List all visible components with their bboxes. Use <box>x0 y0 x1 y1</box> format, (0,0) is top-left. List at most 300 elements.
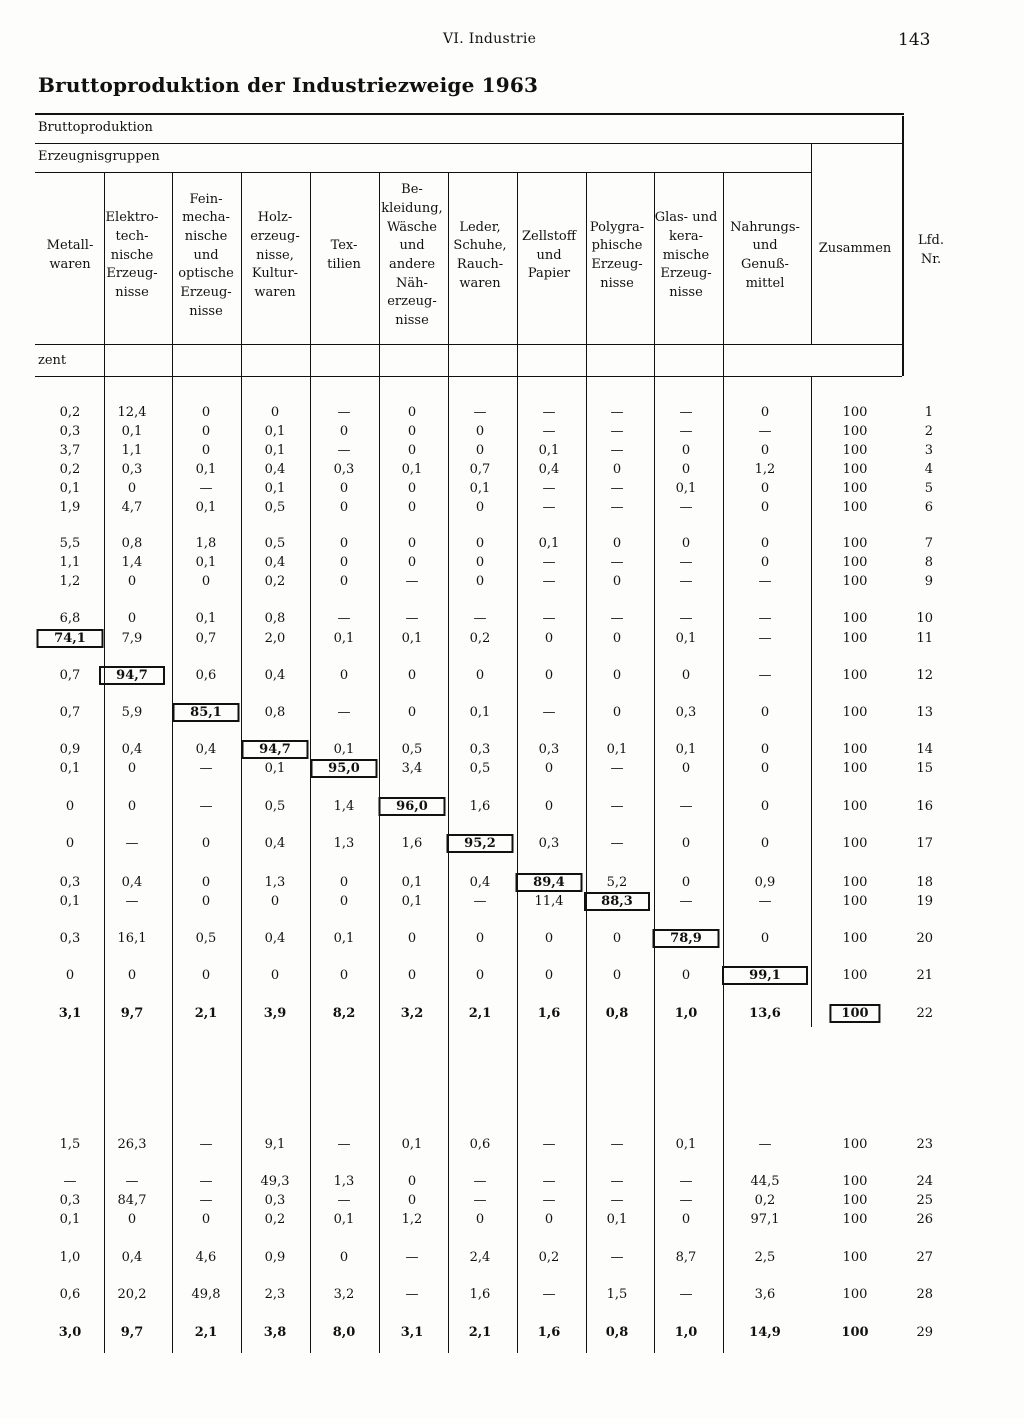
table-cell: — <box>610 1174 624 1189</box>
table-cell: — <box>610 761 624 776</box>
table-cell: — <box>679 1174 693 1189</box>
row-number: 24 <box>916 1174 933 1189</box>
table-cell: 0 <box>407 668 417 683</box>
table-cell: — <box>542 481 556 496</box>
row-number: 23 <box>916 1137 933 1152</box>
table-cell: 4,7 <box>121 500 143 515</box>
table-cell: 0,5 <box>264 799 286 814</box>
table-cell: 0 <box>270 894 280 909</box>
table-cell: 26,3 <box>117 1137 147 1152</box>
row-number: 5 <box>924 481 933 496</box>
table-cell: 1,6 <box>401 836 423 851</box>
table-cell: 6,8 <box>59 611 81 626</box>
table-cell: 85,1 <box>173 703 240 722</box>
table-cell: — <box>610 424 624 439</box>
row-number: 8 <box>924 555 933 570</box>
table-cell: 0 <box>612 668 622 683</box>
table-cell: 0 <box>612 968 622 983</box>
table-cell: 100 <box>841 1325 869 1340</box>
table-cell: — <box>610 1137 624 1152</box>
table-cell: 0 <box>270 405 280 420</box>
table-cell: — <box>610 1193 624 1208</box>
row-number: 6 <box>924 500 933 515</box>
table-cell: 0,4 <box>264 462 286 477</box>
table-cell: 1,6 <box>537 1325 561 1340</box>
table-cell: 0 <box>612 931 622 946</box>
table-cell: 0 <box>339 968 349 983</box>
table-cell: — <box>337 405 351 420</box>
table-cell: — <box>610 611 624 626</box>
column-rule <box>811 377 812 1027</box>
row-number: 11 <box>916 631 933 646</box>
table-cell: — <box>473 894 487 909</box>
table-cell: 0 <box>407 1193 417 1208</box>
table-cell: 74,1 <box>37 629 104 648</box>
page-number: 143 <box>898 30 931 50</box>
table-cell: — <box>473 1174 487 1189</box>
table-cell: 0,4 <box>264 555 286 570</box>
table-cell: — <box>542 574 556 589</box>
table-cell: — <box>405 611 419 626</box>
table-cell: — <box>679 611 693 626</box>
column-header: Fein- mecha- nische und optische Erzeug- nisse <box>178 191 234 319</box>
table-cell: 100 <box>842 611 868 626</box>
table-cell: 2,0 <box>264 631 286 646</box>
table-cell: — <box>337 611 351 626</box>
table-cell: 0 <box>201 894 211 909</box>
table-cell: 0,1 <box>606 742 628 757</box>
table-cell: — <box>679 1287 693 1302</box>
table-cell: 0 <box>127 761 137 776</box>
table-cell: 0,2 <box>59 462 81 477</box>
table-cell: 2,5 <box>754 1250 776 1265</box>
table-cell: 0,4 <box>264 668 286 683</box>
table-cell: 88,3 <box>584 892 650 911</box>
table-cell: 1,8 <box>195 536 217 551</box>
table-cell: 1,4 <box>121 555 143 570</box>
table-cell: 0 <box>201 968 211 983</box>
table-cell: 100 <box>842 968 868 983</box>
table-cell: 100 <box>842 1193 868 1208</box>
table-cell: 0 <box>544 968 554 983</box>
table-top-rule <box>35 113 904 115</box>
table-cell: 13,6 <box>749 1006 781 1021</box>
table-cell: — <box>125 836 139 851</box>
table-cell: 3,4 <box>401 761 423 776</box>
table-cell: 0 <box>407 705 417 720</box>
table-cell: 0 <box>407 481 417 496</box>
table-cell: 0,1 <box>606 1212 628 1227</box>
table-cell: 0,1 <box>469 481 491 496</box>
column-rule <box>654 173 655 1353</box>
table-cell: 100 <box>842 1250 868 1265</box>
table-cell: 0,7 <box>59 705 81 720</box>
table-cell: 100 <box>842 536 868 551</box>
column-header: Polygra- phische Erzeug- nisse <box>589 219 645 291</box>
table-cell: 0 <box>475 668 485 683</box>
table-cell: — <box>337 1137 351 1152</box>
table-cell: 1,3 <box>333 1174 355 1189</box>
table-cell: 99,1 <box>722 966 808 985</box>
table-cell: — <box>199 799 213 814</box>
table-cell: — <box>199 1174 213 1189</box>
table-cell: 0 <box>760 555 770 570</box>
table-cell: — <box>473 405 487 420</box>
table-cell: 100 <box>842 1287 868 1302</box>
table-cell: 100 <box>842 875 868 890</box>
table-cell: 0,1 <box>59 1212 81 1227</box>
table-cell: 0,3 <box>59 1193 81 1208</box>
column-header: Nahrungs- und Genuß- mittel <box>730 219 800 291</box>
table-cell: 0 <box>270 968 280 983</box>
rule-zusammen-left <box>811 144 812 344</box>
table-cell: 0 <box>681 443 691 458</box>
table-cell: — <box>758 574 772 589</box>
table-cell: 0 <box>544 668 554 683</box>
table-cell: 0 <box>544 1212 554 1227</box>
table-cell: 100 <box>842 836 868 851</box>
table-cell: 0,4 <box>264 931 286 946</box>
table-cell: 0,2 <box>538 1250 560 1265</box>
table-cell: 3,1 <box>58 1006 82 1021</box>
table-cell: 1,6 <box>469 1287 491 1302</box>
table-cell: 1,1 <box>59 555 81 570</box>
table-cell: 0 <box>201 424 211 439</box>
table-cell: 100 <box>829 1004 880 1023</box>
row-number: 12 <box>916 668 933 683</box>
table-cell: 0,2 <box>59 405 81 420</box>
table-cell: 0,3 <box>333 462 355 477</box>
group-header: Erzeugnisgruppen <box>38 149 160 164</box>
row-number: 14 <box>916 742 933 757</box>
table-cell: 0 <box>407 424 417 439</box>
table-cell: 0,1 <box>675 481 697 496</box>
table-cell: 0 <box>127 481 137 496</box>
row-number: 10 <box>916 611 933 626</box>
table-cell: 49,3 <box>260 1174 290 1189</box>
column-rule <box>379 173 380 1353</box>
table-cell: 0,8 <box>605 1325 629 1340</box>
table-cell: — <box>758 668 772 683</box>
table-cell: — <box>679 799 693 814</box>
table-cell: 100 <box>842 1174 868 1189</box>
table-cell: 0,1 <box>59 761 81 776</box>
row-number: 21 <box>916 968 933 983</box>
table-cell: 0 <box>339 1250 349 1265</box>
column-header: Leder, Schuhe, Rauch- waren <box>453 219 507 291</box>
row-number: 16 <box>916 799 933 814</box>
table-cell: 100 <box>842 931 868 946</box>
table-cell: 0,6 <box>469 1137 491 1152</box>
column-header: Zellstoff und Papier <box>522 228 576 282</box>
table-cell: 0 <box>681 875 691 890</box>
table-cell: 0 <box>407 555 417 570</box>
table-cell: 0,2 <box>264 1212 286 1227</box>
table-cell: 0 <box>201 405 211 420</box>
table-cell: — <box>610 481 624 496</box>
table-cell: 3,9 <box>263 1006 287 1021</box>
table-cell: 0 <box>201 836 211 851</box>
table-cell: — <box>610 1250 624 1265</box>
table-cell: 0,1 <box>195 462 217 477</box>
table-cell: 100 <box>842 462 868 477</box>
table-cell: 0,3 <box>59 875 81 890</box>
rule-group-header <box>35 172 812 173</box>
table-cell: 0 <box>127 799 137 814</box>
table-cell: — <box>337 705 351 720</box>
table-cell: 8,7 <box>675 1250 697 1265</box>
table-cell: 0,1 <box>333 631 355 646</box>
table-cell: 0,4 <box>121 875 143 890</box>
table-cell: 49,8 <box>191 1287 221 1302</box>
table-cell: 2,1 <box>468 1325 492 1340</box>
table-cell: 0,1 <box>538 443 560 458</box>
table-cell: — <box>758 611 772 626</box>
table-cell: 1,2 <box>754 462 776 477</box>
table-cell: 9,7 <box>120 1006 144 1021</box>
table-cell: 0,1 <box>538 536 560 551</box>
table-cell: 0 <box>544 761 554 776</box>
row-number: 9 <box>924 574 933 589</box>
table-cell: 100 <box>842 500 868 515</box>
table-cell: 3,2 <box>400 1006 424 1021</box>
table-cell: 0,4 <box>195 742 217 757</box>
table-cell: 1,3 <box>333 836 355 851</box>
table-cell: 0 <box>760 761 770 776</box>
table-cell: 8,0 <box>332 1325 356 1340</box>
rule-super-header <box>35 143 902 144</box>
table-cell: 0,1 <box>401 462 423 477</box>
table-cell: 0,1 <box>401 894 423 909</box>
table-cell: 1,2 <box>401 1212 423 1227</box>
table-cell: 100 <box>842 405 868 420</box>
table-cell: 0,2 <box>754 1193 776 1208</box>
table-cell: — <box>199 481 213 496</box>
table-cell: 0 <box>201 574 211 589</box>
table-cell: 0,1 <box>264 761 286 776</box>
table-cell: 0 <box>475 1212 485 1227</box>
table-cell: 0 <box>475 536 485 551</box>
table-cell: 0,1 <box>121 424 143 439</box>
table-cell: 0,4 <box>538 462 560 477</box>
table-cell: 0,3 <box>121 462 143 477</box>
table-cell: 1,0 <box>674 1325 698 1340</box>
table-cell: 0 <box>339 536 349 551</box>
table-cell: 100 <box>842 799 868 814</box>
table-cell: 0,9 <box>754 875 776 890</box>
table-cell: 0,8 <box>605 1006 629 1021</box>
table-cell: 16,1 <box>117 931 147 946</box>
table-cell: 84,7 <box>117 1193 147 1208</box>
column-rule <box>517 173 518 1353</box>
row-number: 1 <box>924 405 933 420</box>
table-cell: 0,5 <box>195 931 217 946</box>
table-cell: 3,0 <box>58 1325 82 1340</box>
table-cell: — <box>679 1193 693 1208</box>
table-cell: 100 <box>842 668 868 683</box>
table-cell: 3,2 <box>333 1287 355 1302</box>
table-cell: 0 <box>339 574 349 589</box>
table-cell: 0 <box>544 799 554 814</box>
table-cell: 100 <box>842 424 868 439</box>
table-cell: 0 <box>681 836 691 851</box>
table-cell: 0 <box>65 799 75 814</box>
table-cell: 100 <box>842 481 868 496</box>
table-cell: 0,1 <box>333 1212 355 1227</box>
table-cell: 0 <box>127 611 137 626</box>
table-cell: 0 <box>407 405 417 420</box>
table-cell: 0 <box>475 574 485 589</box>
table-cell: 11,4 <box>534 894 564 909</box>
table-cell: 0,7 <box>195 631 217 646</box>
table-cell: 100 <box>842 705 868 720</box>
table-cell: 0 <box>681 668 691 683</box>
row-number: 25 <box>916 1193 933 1208</box>
table-cell: 100 <box>842 574 868 589</box>
column-rule <box>723 173 724 1353</box>
table-cell: 94,7 <box>99 666 165 685</box>
rule-unit-bottom <box>35 376 902 377</box>
table-cell: 1,4 <box>333 799 355 814</box>
table-cell: 0 <box>681 968 691 983</box>
table-cell: 0 <box>475 424 485 439</box>
table-cell: 8,2 <box>332 1006 356 1021</box>
table-cell: 0 <box>760 443 770 458</box>
table-cell: 0 <box>760 705 770 720</box>
column-header: Lfd. Nr. <box>918 233 944 267</box>
table-cell: — <box>337 1193 351 1208</box>
table-cell: 0 <box>339 424 349 439</box>
table-cell: 0,9 <box>59 742 81 757</box>
row-number: 18 <box>916 875 933 890</box>
table-cell: 0,8 <box>264 705 286 720</box>
table-cell: 0 <box>760 931 770 946</box>
table-cell: — <box>610 500 624 515</box>
column-header: Holz- erzeug- nisse, Kultur- waren <box>250 210 300 301</box>
table-cell: 0,3 <box>264 1193 286 1208</box>
table-cell: 14,9 <box>749 1325 781 1340</box>
table-cell: 100 <box>842 1212 868 1227</box>
table-cell: 0 <box>407 968 417 983</box>
table-cell: 0 <box>339 894 349 909</box>
table-cell: 0,3 <box>538 836 560 851</box>
table-cell: 0,1 <box>195 500 217 515</box>
table-cell: — <box>337 443 351 458</box>
table-cell: 94,7 <box>242 740 309 759</box>
table-cell: 0,1 <box>401 875 423 890</box>
table-cell: 2,1 <box>468 1006 492 1021</box>
table-cell: — <box>679 894 693 909</box>
table-cell: 44,5 <box>750 1174 780 1189</box>
table-cell: 0 <box>475 555 485 570</box>
table-cell: 100 <box>842 894 868 909</box>
unit-label: zent <box>38 353 67 368</box>
table-cell: 0 <box>681 1212 691 1227</box>
table-cell: — <box>610 836 624 851</box>
table-cell: 0 <box>475 500 485 515</box>
table-cell: 0 <box>681 462 691 477</box>
table-cell: 1,5 <box>59 1137 81 1152</box>
table-cell: 0 <box>612 574 622 589</box>
column-rule <box>172 173 173 1353</box>
table-cell: 100 <box>842 742 868 757</box>
table-cell: 0 <box>760 481 770 496</box>
row-number: 15 <box>916 761 933 776</box>
table-cell: 0,1 <box>675 631 697 646</box>
table-cell: 0,2 <box>469 631 491 646</box>
table-cell: 1,2 <box>59 574 81 589</box>
table-cell: 1,9 <box>59 500 81 515</box>
table-cell: 1,0 <box>59 1250 81 1265</box>
running-title: VI. Industrie <box>443 31 537 47</box>
table-cell: 7,9 <box>121 631 143 646</box>
table-cell: — <box>758 894 772 909</box>
table-cell: 0 <box>339 500 349 515</box>
table-cell: 0,1 <box>333 931 355 946</box>
table-cell: 0,7 <box>469 462 491 477</box>
table-cell: 0,5 <box>401 742 423 757</box>
table-cell: 100 <box>842 555 868 570</box>
table-cell: 0,2 <box>264 574 286 589</box>
table-cell: — <box>199 761 213 776</box>
table-cell: — <box>542 500 556 515</box>
table-cell: 20,2 <box>117 1287 147 1302</box>
table-cell: — <box>63 1174 77 1189</box>
table-cell: — <box>679 424 693 439</box>
table-cell: 0,1 <box>264 424 286 439</box>
table-cell: — <box>199 1193 213 1208</box>
table-cell: — <box>610 405 624 420</box>
table-cell: 0 <box>339 875 349 890</box>
table-cell: — <box>542 1287 556 1302</box>
table-cell: — <box>125 1174 139 1189</box>
table-cell: 0 <box>127 574 137 589</box>
table-cell: 0,8 <box>264 611 286 626</box>
table-cell: 0,4 <box>121 1250 143 1265</box>
table-cell: — <box>758 424 772 439</box>
table-cell: — <box>542 1193 556 1208</box>
table-cell: — <box>542 555 556 570</box>
table-cell: 0,6 <box>59 1287 81 1302</box>
column-rule <box>448 173 449 1353</box>
table-cell: 0 <box>681 536 691 551</box>
table-cell: 0 <box>339 555 349 570</box>
table-cell: 0,3 <box>538 742 560 757</box>
table-cell: 0 <box>681 761 691 776</box>
table-cell: 0,1 <box>195 611 217 626</box>
table-cell: — <box>758 1137 772 1152</box>
table-cell: 100 <box>842 443 868 458</box>
table-cell: 0 <box>201 875 211 890</box>
table-cell: 9,1 <box>264 1137 286 1152</box>
table-cell: 0 <box>612 536 622 551</box>
table-cell: — <box>542 1137 556 1152</box>
table-cell: 0 <box>760 500 770 515</box>
table-cell: — <box>542 424 556 439</box>
table-cell: 12,4 <box>117 405 147 420</box>
table-cell: 1,0 <box>674 1006 698 1021</box>
table-cell: — <box>542 405 556 420</box>
table-cell: 0 <box>201 1212 211 1227</box>
table-cell: 1,1 <box>121 443 143 458</box>
table-cell: 100 <box>842 631 868 646</box>
table-cell: 4,6 <box>195 1250 217 1265</box>
table-cell: 1,6 <box>469 799 491 814</box>
table-cell: 0,1 <box>59 481 81 496</box>
table-cell: 3,8 <box>263 1325 287 1340</box>
table-cell: — <box>473 611 487 626</box>
table-cell: 5,2 <box>606 875 628 890</box>
